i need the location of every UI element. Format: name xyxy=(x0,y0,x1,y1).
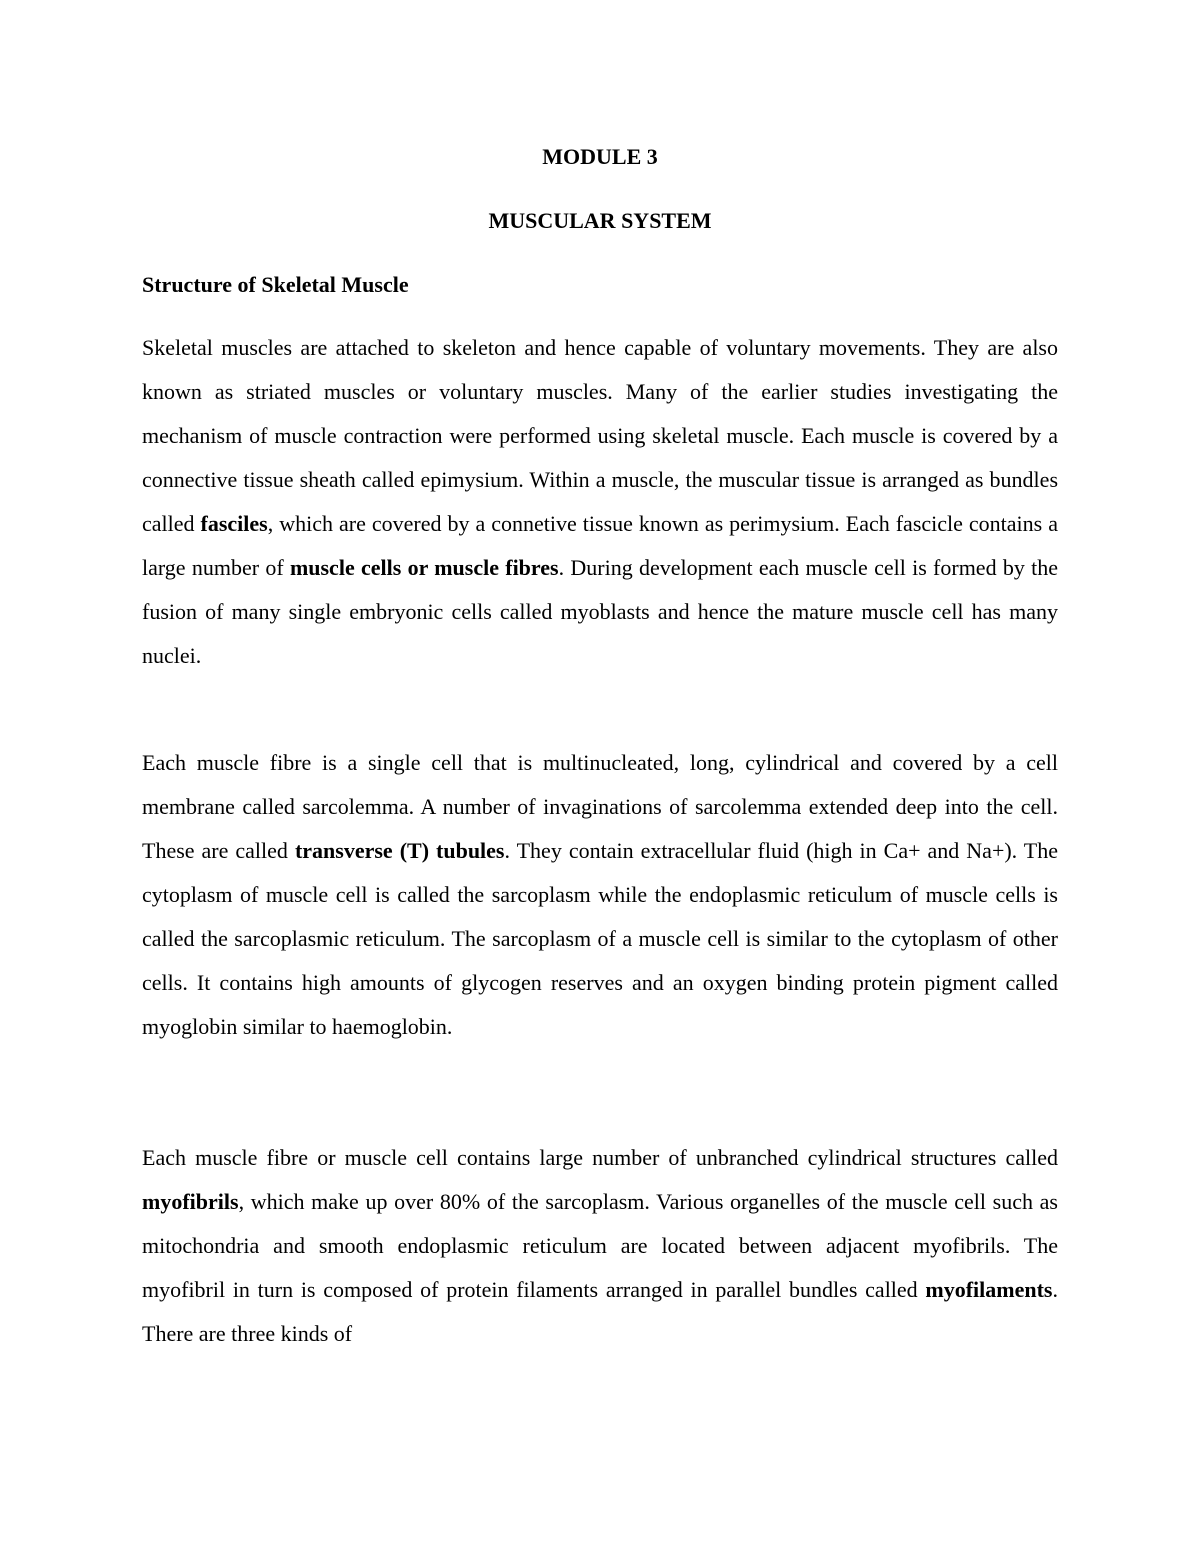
text-run: Skeletal muscles are attached to skeleton and hence capable of voluntary movements. They are also known as striated muscles or voluntary muscles. Many of the earlier studies investigating the mechanism of muscle contraction were performed using skeletal muscle. Each muscle is covered by a connective tissue sheath called epimysium. Within a muscle, the muscular tissue is arranged as bundles called xyxy=(142,335,1058,536)
text-run: . There are three kinds of xyxy=(142,1277,1058,1346)
bold-term-fasciles: fasciles xyxy=(200,511,268,536)
chapter-title: MUSCULAR SYSTEM xyxy=(488,208,712,233)
paragraph-2 xyxy=(142,741,1058,1049)
text-run: , which make up over 80% of the sarcoplasm. Various organelles of the muscle cell such as mitochondria and smooth endoplasmic reticulum are located between adjacent myofibrils. The myofibril in turn is composed of protein filaments arranged in parallel bundles called xyxy=(142,1189,1058,1302)
text-run: Each muscle fibre or muscle cell contains large number of unbranched cylindrical structures called xyxy=(142,1145,1058,1170)
text-run: . They contain extracellular fluid (high in Ca+ and Na+). The cytoplasm of muscle cell is called the sarcoplasm while the endoplasmic reticulum of muscle cells is called the sarcoplasmic reticulum. The sarcoplasm of a muscle cell is similar to the cytoplasm of other cells. It contains high amounts of glycogen reserves and an oxygen binding protein pigment called myoglobin similar to haemoglobin. xyxy=(142,838,1058,1039)
bold-term-myofibrils: myofibrils xyxy=(142,1189,239,1214)
paragraph-1 xyxy=(142,326,1058,678)
section-heading: Structure of Skeletal Muscle xyxy=(142,272,409,297)
paragraph-3 xyxy=(142,1136,1058,1356)
text-run: . During development each muscle cell is formed by the fusion of many single embryonic cells called myoblasts and hence the mature muscle cell has many nuclei. xyxy=(142,555,1058,668)
module-title: MODULE 3 xyxy=(542,144,658,169)
bold-term-myofilaments: myofilaments xyxy=(925,1277,1053,1302)
text-run: , which are covered by a connetive tissue known as perimysium. Each fascicle contains a large number of xyxy=(142,511,1058,580)
bold-term-t-tubules: transverse (T) tubules xyxy=(294,838,505,863)
text-run: Each muscle fibre is a single cell that is multinucleated, long, cylindrical and covered by a cell membrane called sarcolemma. A number of invaginations of sarcolemma extended deep into the cell. These are called xyxy=(142,750,1058,863)
bold-term-muscle-fibres: muscle cells or muscle fibres xyxy=(289,555,559,580)
